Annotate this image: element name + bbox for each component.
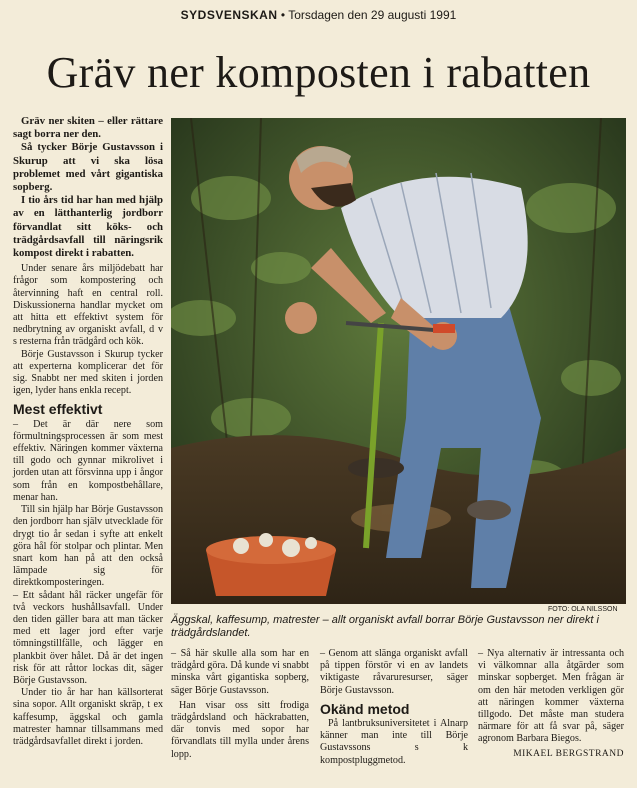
article-column-3 <box>320 648 468 767</box>
headline: Gräv ner komposten i rabatten <box>46 48 591 97</box>
newspaper-name: SYDSVENSKAN <box>180 8 278 22</box>
body-paragraph: På lantbruksuniversitetet i Alnarp känner man inte till Börje Gustavssons s k kompostpluggmetod. <box>320 718 468 766</box>
article-photo <box>171 118 626 604</box>
lead-paragraph: I tio års tid har han med hjälp av en lätthanterlig jordborr förvandlat sitt köks- och trädgårdsavfall till näringsrik kompost direkt i rabatten. <box>13 194 163 260</box>
body-paragraph: – Det är där nere som förmultningsprocessen är som mest effektiv. Näringen kommer växterna till godo och gynnar mikrolivet i jorden utan att försvinna upp i ångor som från en kompostbehållare, menar han. <box>13 418 163 503</box>
photo-caption: Äggskal, kaffesump, matrester – allt organiskt avfall borrar Börje Gustavsson ner direkt i trädgårdslandet. <box>171 614 599 639</box>
subheading-mest-effektivt: Mest effektivt <box>13 401 103 418</box>
masthead-bullet: • <box>280 8 286 22</box>
body-paragraph: – Nya alternativ är intressanta och vi välkomnar alla åtgärder som minskar sopberget. Men frågan är om den här metoden verkligen gör att näringen kommer växterna tillgodo. Det måste man studera närmare för att få svar på, säger agronom Barbara Biegos. <box>478 648 624 745</box>
body-paragraph: Under senare års miljödebatt har frågor som kompostering och återvinning haft en central roll. Diskussionerna handlar mycket om att hitta ett effektivt system för nedbrytning av organiskt avfall, d v s resterna från trädgård och kök. <box>13 263 163 348</box>
photo-credit: FOTO: OLA NILSSON <box>548 606 618 613</box>
body-paragraph: Till sin hjälp har Börje Gustavsson den jordborr han själv utvecklade för drygt tio år sedan i syfte att enkelt göra hål för stolpar och plintar. Men snart kom han på att den också lämpade sig för direktkomposteringen. <box>13 504 163 589</box>
body-paragraph: – Så här skulle alla som har en trädgård göra. Då kunde vi snabbt minska vårt gigantiska sopberg, säger Börje Gustavsson. <box>171 648 309 696</box>
body-paragraph: Under tio år har han källsorterat sina sopor. Allt organiskt skräp, t ex kaffesump, äggskal och gamla matrester hamnar tillsammans med trädgårdsavfallet direkt i jorden. <box>13 687 163 747</box>
byline: MIKAEL BERGSTRAND <box>513 748 624 759</box>
body-paragraph: – Genom att slänga organiskt avfall på tippen förstör vi en av landets viktigaste råvaruresurser, säger Börje Gustavsson. <box>320 648 468 696</box>
subheading-okand-metod: Okänd metod <box>320 700 410 717</box>
lead-paragraph: Gräv ner skiten – eller rättare sagt borra ner den. <box>13 115 163 141</box>
lead-paragraph: Så tycker Börje Gustavsson i Skurup att vi ska lösa problemet med vårt gigantiska sopberg. <box>13 141 163 194</box>
article-column-2 <box>171 648 309 761</box>
masthead <box>0 8 637 22</box>
publication-date: Torsdagen den 29 augusti 1991 <box>288 8 457 22</box>
photo-illustration <box>171 118 626 604</box>
body-paragraph: Han visar oss sitt frodiga trädgårdsland och häckrabatten, där tonvis med sopor har förvandlats till mylla under årens lopp. <box>171 699 309 760</box>
article-column-1 <box>13 115 163 748</box>
body-paragraph: – Ett sådant hål räcker ungefär för två veckors hushållsavfall. Under den tiden gäller bara att man täcker med ett lager jord efter varje tömningstillfälle, och lägger en plankbit över hålet. Då är det ingen risk för att råttor lockas dit, säger Börje Gustavsson. <box>13 589 163 686</box>
body-paragraph: Börje Gustavsson i Skurup tycker att experterna komplicerar det för sig. Snabbt ner med skiten i jorden igen, lyder hans enkla recept. <box>13 348 163 397</box>
article-column-4 <box>478 648 624 760</box>
